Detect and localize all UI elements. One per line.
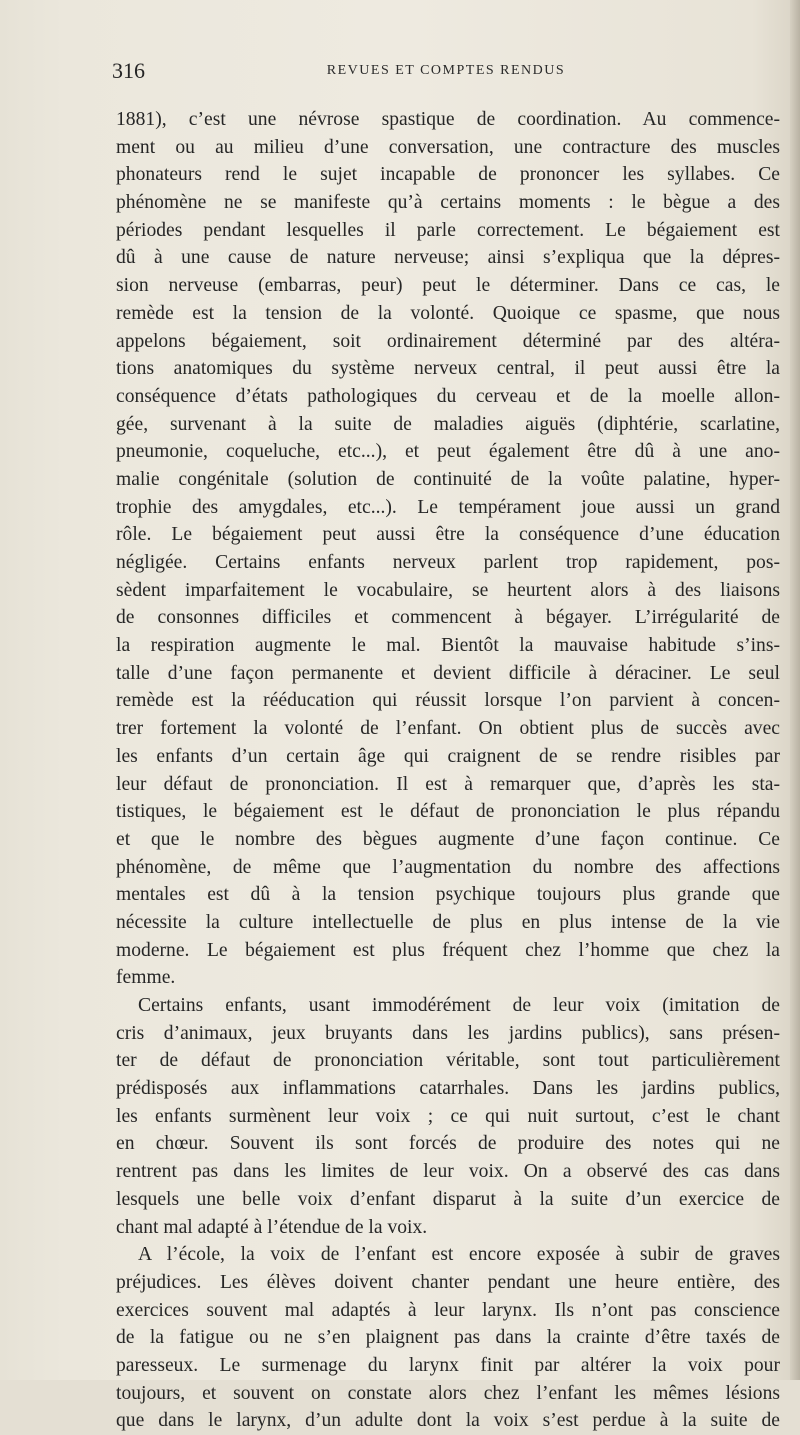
text-line: prédisposés aux inflammations catarrhales. Dans les jardins publics, [116, 1078, 780, 1100]
text-line: remède est la tension de la volonté. Quoique ce spasme, que nous [116, 302, 780, 324]
text-line: pneumonie, coqueluche, etc...), et peut également être dû à une ano- [116, 441, 780, 463]
text-line: talle d’une façon permanente et devient difficile à déraciner. Le seul [116, 662, 780, 684]
text-line: 1881), c’est une névrose spastique de coordination. Au commence- [116, 109, 780, 130]
text-line: remède est la rééducation qui réussit lorsque l’on parvient à concen- [116, 690, 780, 712]
text-line: sion nerveuse (embarras, peur) peut le déterminer. Dans ce cas, le [116, 275, 780, 297]
text-line: malie congénitale (solution de continuité de la voûte palatine, hyper- [116, 468, 780, 490]
text-line: phénomène, de même que l’augmentation du nombre des affections [116, 856, 780, 878]
text-line: exercices souvent mal adaptés à leur larynx. Ils n’ont pas conscience [116, 1299, 780, 1321]
text-line: tistiques, le bégaiement est le défaut de prononciation le plus répandu [116, 801, 780, 823]
text-line: lesquels une belle voix d’enfant disparut à la suite d’un exercice de [116, 1188, 780, 1210]
text-line: Certains enfants, usant immodérément de leur voix (imitation de [138, 995, 780, 1016]
text-line: trophie des amygdales, etc...). Le tempérament joue aussi un grand [116, 496, 780, 518]
text-line: tions anatomiques du système nerveux central, il peut aussi être la [116, 358, 780, 380]
text-line: mentales est dû à la tension psychique toujours plus grande que [116, 884, 780, 906]
text-line: nécessite la culture intellectuelle de plus en plus intense de la vie [116, 911, 780, 933]
text-line: A l’école, la voix de l’enfant est encore exposée à subir de graves [138, 1244, 780, 1266]
text-line: dû à une cause de nature nerveuse; ainsi s’expliqua que la dépres- [116, 247, 780, 269]
text-line: toujours, et souvent on constate alors chez l’enfant les mêmes lésions [116, 1382, 780, 1404]
text-line: gée, survenant à la suite de maladies aiguës (diphtérie, scarlatine, [116, 413, 780, 435]
text-line: la respiration augmente le mal. Bientôt la mauvaise habitude s’ins- [116, 635, 780, 657]
text-line: ment ou au milieu d’une conversation, une contracture des muscles [116, 136, 780, 158]
text-line: préjudices. Les élèves doivent chanter pendant une heure entière, des [116, 1271, 780, 1293]
text-line: rôle. Le bégaiement peut aussi être la conséquence d’une éducation [116, 524, 780, 546]
text-line: conséquence d’états pathologiques du cerveau et de la moelle allon- [116, 385, 780, 407]
text-line: sèdent imparfaitement le vocabulaire, se heurtent alors à des liaisons [116, 579, 780, 601]
text-line: en chœur. Souvent ils sont forcés de produire des notes qui ne [116, 1133, 780, 1155]
text-line: moderne. Le bégaiement est plus fréquent chez l’homme que chez la [116, 939, 780, 961]
text-line: périodes pendant lesquelles il parle correctement. Le bégaiement est [116, 219, 780, 241]
text-line: phénomène ne se manifeste qu’à certains moments : le bègue a des [116, 192, 780, 214]
text-line: de consonnes difficiles et commencent à bégayer. L’irrégularité de [116, 607, 780, 629]
text-line: ter de défaut de prononciation véritable, sont tout particulièrement [116, 1050, 780, 1072]
text-line: chant mal adapté à l’étendue de la voix. [116, 1216, 428, 1238]
page-number: 316 [112, 58, 145, 83]
text-line: paresseux. Le surmenage du larynx finit par altérer la voix pour [116, 1354, 780, 1376]
text-line: les enfants d’un certain âge qui craignent de se rendre risibles par [116, 745, 780, 767]
text-line: rentrent pas dans les limites de leur voix. On a observé des cas dans [116, 1161, 780, 1183]
text-line: femme. [116, 967, 176, 989]
text-line: cris d’animaux, jeux bruyants dans les jardins publics), sans présen- [116, 1022, 780, 1044]
text-line: les enfants surmènent leur voix ; ce qui nuit surtout, c’est le chant [116, 1105, 780, 1127]
text-line: et que le nombre des bègues augmente d’une façon continue. Ce [116, 828, 780, 850]
body-text [116, 106, 780, 1435]
text-line: de la fatigue ou ne s’en plaignent pas dans la crainte d’être taxés de [116, 1327, 780, 1349]
page-edge-shadow [790, 0, 800, 1380]
text-line: trer fortement la volonté de l’enfant. On obtient plus de succès avec [116, 718, 780, 740]
running-head: REVUES ET COMPTES RENDUS [326, 63, 566, 78]
page-header [112, 58, 780, 88]
text-line: appelons bégaiement, soit ordinairement déterminé par des altéra- [116, 330, 780, 352]
text-line: négligée. Certains enfants nerveux parlent trop rapidement, pos- [116, 552, 780, 573]
text-line: phonateurs rend le sujet incapable de prononcer les syllabes. Ce [116, 164, 780, 186]
text-line: leur défaut de prononciation. Il est à remarquer que, d’après les sta- [116, 773, 780, 795]
text-line: que dans le larynx, d’un adulte dont la voix s’est perdue à la suite de [116, 1410, 780, 1432]
